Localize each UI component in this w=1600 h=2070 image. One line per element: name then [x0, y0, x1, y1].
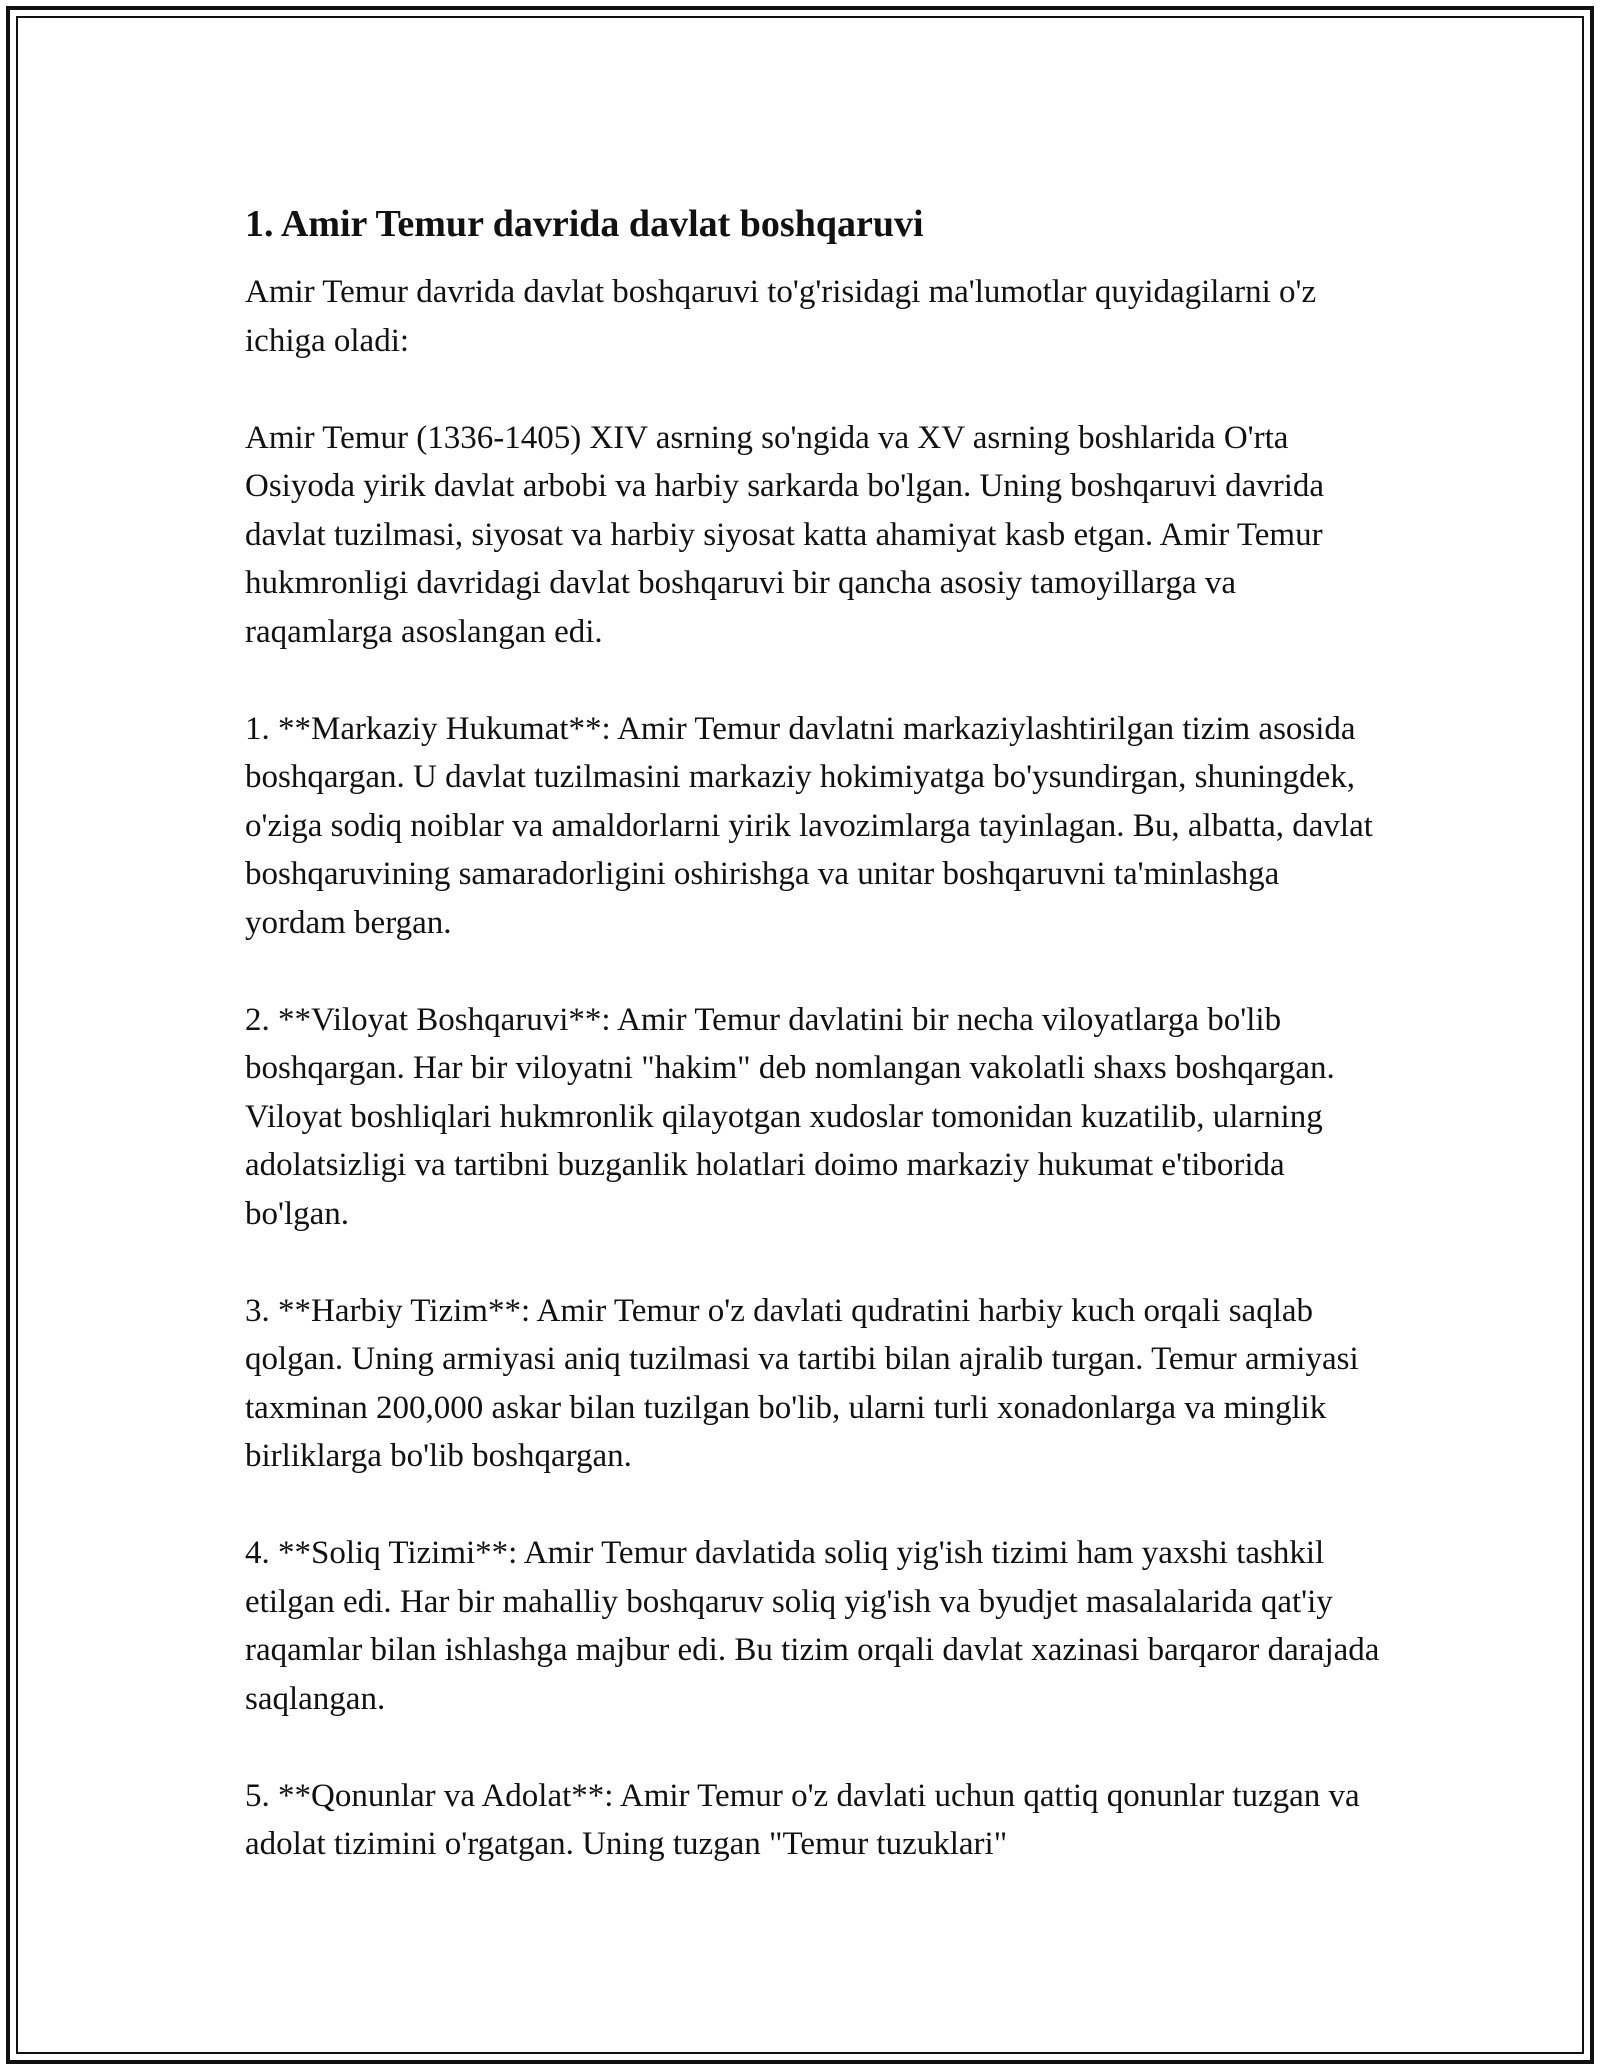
page-frame: [6, 6, 1594, 2064]
overview-paragraph: Amir Temur (1336-1405) XIV asrning so'ngida va XV asrning boshlarida O'rta Osiyoda yirik davlat arbobi va harbiy sarkarda bo'lgan. Uning boshqaruvi davrida davlat tuzilmasi, siyosat va harbiy siyosat katta ahamiyat kasb etgan. Amir Temur hukmronligi davridagi davlat boshqaruvi bir qancha asosiy tamoyillarga va raqamlarga asoslangan edi.: [245, 419, 1325, 650]
item-provincial-governance-paragraph: 2. **Viloyat Boshqaruvi**: Amir Temur davlatini bir necha viloyatlarga bo'lib boshqargan. Har bir viloyatni "hakim" deb nomlangan vakolatli shaxs boshqargan. Viloyat boshliqlari hukmronlik qilayotgan xudoslar tomonidan kuzatilib, ularning adolatsizligi va tartibni buzganlik holatlari doimo markaziy hukumat e'tiborida bo'lgan.: [245, 1001, 1335, 1232]
document-body: [245, 198, 1385, 1917]
item-tax-system-paragraph: 4. **Soliq Tizimi**: Amir Temur davlatida soliq yig'ish tizimi ham yaxshi tashkil etilgan edi. Har bir mahalliy boshqaruv soliq yig'ish va byudjet masalalarida qat'iy raqamlar bilan ishlashga majbur edi. Bu tizim orqali davlat xazinasi barqaror darajada saqlangan.: [245, 1535, 1380, 1717]
item-central-government-paragraph: 1. **Markaziy Hukumat**: Amir Temur davlatni markaziylashtirilgan tizim asosida boshqargan. U davlat tuzilmasini markaziy hokimiyatga bo'ysundirgan, shuningdek, o'ziga sodiq noiblar va amaldorlarni yirik lavozimlarga tayinlagan. Bu, albatta, davlat boshqaruvining samaradorligini oshirishga va unitar boshqaruvni ta'minlashga yordam bergan.: [245, 710, 1373, 941]
intro-paragraph: Amir Temur davrida davlat boshqaruvi to'g'risidagi ma'lumotlar quyidagilarni o'z ichiga oladi:: [245, 274, 1317, 359]
item-laws-justice-paragraph: 5. **Qonunlar va Adolat**: Amir Temur o'z davlati uchun qattiq qonunlar tuzgan va adolat tizimini o'rgatgan. Uning tuzgan "Temur tuzuklari": [245, 1777, 1360, 1862]
document-title: 1. Amir Temur davrida davlat boshqaruvi: [245, 203, 924, 245]
item-military-system-paragraph: 3. **Harbiy Tizim**: Amir Temur o'z davlati qudratini harbiy kuch orqali saqlab qolgan. Uning armiyasi aniq tuzilmasi va tartibi bilan ajralib turgan. Temur armiyasi taxminan 200,000 askar bilan tuzilgan bo'lib, ularni turli xonadonlarga va minglik birliklarga bo'lib boshqargan.: [245, 1292, 1359, 1474]
